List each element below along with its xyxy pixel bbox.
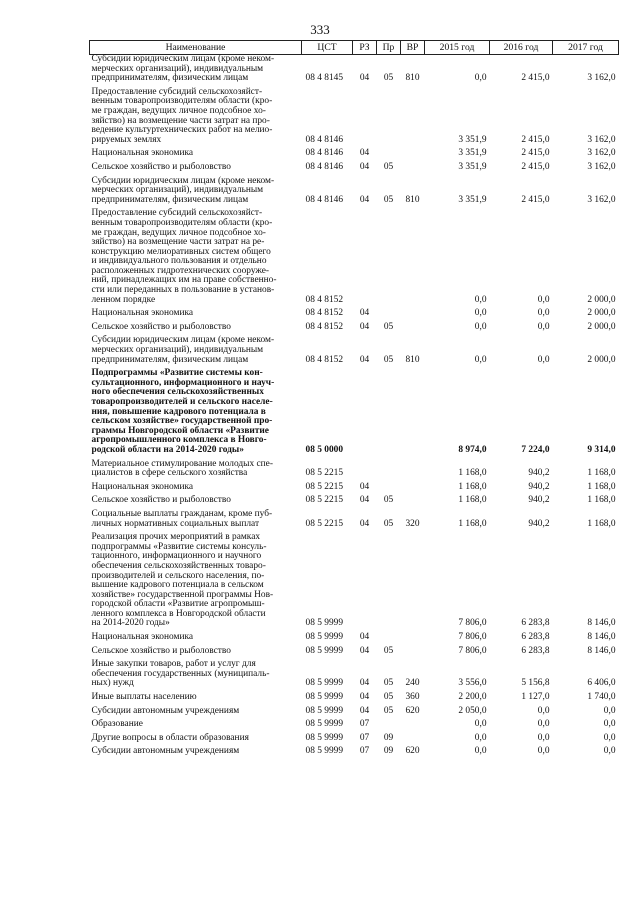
row-cst-code: 08 5 9999: [305, 719, 343, 730]
row-pr-code: 05: [383, 161, 394, 172]
row-cst-code: 08 4 8146: [305, 194, 343, 205]
row-value-2017: 3 162,0: [587, 148, 616, 159]
row-value-2017: 3 162,0: [587, 134, 616, 145]
header-vr: ВР: [401, 41, 425, 55]
row-pr-code: 05: [383, 518, 394, 529]
table-row: [90, 703, 619, 717]
row-cst-code: 08 4 8152: [305, 294, 343, 305]
row-name: Национальная экономика: [91, 308, 194, 319]
row-name: Национальная экономика: [91, 481, 194, 492]
row-vr-code: [401, 730, 425, 744]
table-row: [90, 743, 619, 757]
row-name: Субсидии автономным учреждениям: [91, 746, 240, 757]
row-cst-code: 08 5 2215: [305, 481, 343, 492]
row-cst-code: 08 5 9999: [305, 705, 343, 716]
table-row: [90, 319, 619, 333]
row-vr-code: [401, 159, 425, 173]
row-rz-code: 04: [359, 73, 370, 84]
row-pr-code: [377, 84, 401, 146]
row-name: Предоставление субсидий сельскохозяйст- венным товаропроизводителям области (кро- ме граждан, ведущих личное подсобное хо- зяйство) на возмещение части затрат на ре- конструкцию мелиоративных систем общего и индивидуального пользования и отдельно расположенных гидротехнических сооруже- ний, принадлежащих им на праве собственно- сти или переданных в пользование в установ- ленном порядке: [91, 208, 277, 305]
row-rz-code: 04: [359, 308, 370, 319]
row-cst-code: 08 5 9999: [305, 645, 343, 656]
row-value-2016: 0,0: [537, 321, 550, 332]
row-vr-code: 810: [405, 73, 420, 84]
row-value-2017: 0,0: [603, 719, 616, 730]
row-value-2016: 0,0: [537, 705, 550, 716]
table-row: [90, 629, 619, 643]
row-name: Сельское хозяйство и рыболовство: [91, 161, 231, 172]
row-value-2016: 5 156,8: [521, 678, 550, 689]
row-value-2015: 1 168,0: [458, 468, 487, 479]
row-name: Сельское хозяйство и рыболовство: [91, 321, 231, 332]
table-row: [90, 529, 619, 629]
row-name: Материальное стимулирование молодых спе- циалистов в сфере сельского хозяйства: [91, 458, 273, 479]
row-pr-code: 05: [383, 73, 394, 84]
row-pr-code: 05: [383, 194, 394, 205]
row-value-2016: 940,2: [528, 495, 550, 506]
row-pr-code: 05: [383, 692, 394, 703]
header-name: Наименование: [90, 41, 302, 55]
row-name: Национальная экономика: [91, 632, 194, 643]
table-row: [90, 492, 619, 506]
row-pr-code: [377, 205, 401, 305]
row-value-2016: 6 283,8: [521, 645, 550, 656]
row-value-2016: 2 415,0: [521, 161, 550, 172]
row-pr-code: 05: [383, 705, 394, 716]
row-value-2017: 3 162,0: [587, 161, 616, 172]
row-vr-code: [401, 365, 425, 455]
row-pr-code: 05: [383, 678, 394, 689]
row-value-2015: 8 974,0: [458, 444, 487, 455]
row-value-2017: 2 000,0: [587, 354, 616, 365]
row-value-2015: 7 806,0: [458, 632, 487, 643]
row-name: Иные выплаты населению: [91, 692, 197, 703]
row-value-2016: 0,0: [537, 354, 550, 365]
row-value-2016: 0,0: [537, 719, 550, 730]
table-row: [90, 55, 619, 84]
table-row: [90, 145, 619, 159]
row-value-2015: 0,0: [474, 746, 487, 757]
row-rz-code: [353, 205, 377, 305]
row-pr-code: [377, 145, 401, 159]
row-value-2015: 0,0: [474, 719, 487, 730]
row-cst-code: 08 5 9999: [305, 632, 343, 643]
row-cst-code: 08 5 9999: [305, 678, 343, 689]
table-header: [90, 41, 619, 55]
row-name: Подпрограммы «Развитие системы кон- сультационного, информационного и науч- ного обеспечения сельскохозяйственных товаропроизводителей и сельского населе- ния, повышение кадрового потенциала в сельском хозяйстве» государственной про- граммы Новгородской области «Развитие агропромышленного комплекса в Новго- родской области на 2014-2020 годы»: [91, 368, 275, 455]
row-value-2015: 0,0: [474, 732, 487, 743]
table-row: [90, 479, 619, 493]
row-pr-code: 05: [383, 354, 394, 365]
row-value-2015: 0,0: [474, 73, 487, 84]
row-vr-code: [401, 319, 425, 333]
header-rz: РЗ: [353, 41, 377, 55]
row-rz-code: 07: [359, 746, 370, 757]
row-value-2015: 1 168,0: [458, 495, 487, 506]
row-vr-code: [401, 305, 425, 319]
row-rz-code: 07: [359, 732, 370, 743]
row-value-2017: 1 168,0: [587, 495, 616, 506]
header-year-2015: 2015 год: [425, 41, 490, 55]
row-name: Субсидии юридическим лицам (кроме неком- мерческих организаций), индивидуальным предпринимателям, физическим лицам: [91, 335, 275, 365]
row-value-2017: 2 000,0: [587, 308, 616, 319]
row-cst-code: 08 4 8152: [305, 308, 343, 319]
table-body: [90, 55, 619, 758]
row-vr-code: [401, 716, 425, 730]
row-value-2017: 1 168,0: [587, 518, 616, 529]
row-value-2017: 8 146,0: [587, 632, 616, 643]
row-vr-code: 620: [405, 705, 420, 716]
row-cst-code: 08 4 8146: [305, 134, 343, 145]
row-rz-code: 04: [359, 692, 370, 703]
row-rz-code: 04: [359, 518, 370, 529]
table-row: [90, 365, 619, 455]
table-row: [90, 730, 619, 744]
row-pr-code: [377, 305, 401, 319]
row-name: Субсидии юридическим лицам (кроме неком- мерческих организаций), индивидуальным предпринимателям, физическим лицам: [91, 54, 275, 84]
table-row: [90, 656, 619, 689]
row-rz-code: 04: [359, 321, 370, 332]
row-value-2017: 0,0: [603, 705, 616, 716]
table-row: [90, 643, 619, 657]
row-name: Образование: [91, 719, 143, 730]
row-cst-code: 08 5 9999: [305, 746, 343, 757]
row-name: Предоставление субсидий сельскохозяйст- венным товаропроизводителям области (кро- ме граждан, ведущих личное подсобное хо- зяйство) на возмещение части затрат на про- ведение культуртехнических работ на мелио- рируемых землях: [91, 86, 273, 145]
row-value-2016: 940,2: [528, 468, 550, 479]
table-row: [90, 305, 619, 319]
row-value-2016: 1 127,0: [521, 692, 550, 703]
row-value-2015: 0,0: [474, 354, 487, 365]
header-year-2016: 2016 год: [490, 41, 553, 55]
row-rz-code: 04: [359, 148, 370, 159]
row-value-2016: 0,0: [537, 308, 550, 319]
row-vr-code: [401, 456, 425, 479]
row-value-2015: 0,0: [474, 294, 487, 305]
row-vr-code: 240: [405, 678, 420, 689]
row-rz-code: 07: [359, 719, 370, 730]
row-name: Реализация прочих мероприятий в рамках подпрограммы «Развитие системы консуль- тационного, информационного и научного обеспечения сельскохозяйственных товаро- производителей и сельского населения, по- вышение кадрового потенциала в сельском хозяйстве» государственной программы Нов- городской области «Развитие агропромыш- ленного комплекса в Новгородской области на 2014-2020 годы»: [91, 532, 274, 629]
row-rz-code: 04: [359, 705, 370, 716]
row-vr-code: [401, 205, 425, 305]
row-rz-code: 04: [359, 495, 370, 506]
row-value-2015: 7 806,0: [458, 618, 487, 629]
row-pr-code: 05: [383, 495, 394, 506]
table-row: [90, 159, 619, 173]
row-value-2015: 7 806,0: [458, 645, 487, 656]
row-pr-code: [377, 529, 401, 629]
row-value-2016: 2 415,0: [521, 73, 550, 84]
row-value-2016: 0,0: [537, 746, 550, 757]
row-vr-code: [401, 145, 425, 159]
row-value-2016: 0,0: [537, 732, 550, 743]
row-value-2015: 0,0: [474, 321, 487, 332]
row-pr-code: 09: [383, 746, 394, 757]
budget-table: [89, 40, 619, 757]
row-rz-code: 04: [359, 194, 370, 205]
page-number: 333: [310, 22, 330, 37]
row-value-2016: 2 415,0: [521, 194, 550, 205]
row-rz-code: [353, 84, 377, 146]
table-row: [90, 205, 619, 305]
row-value-2015: 3 556,0: [458, 678, 487, 689]
row-value-2017: 0,0: [603, 732, 616, 743]
row-value-2015: 2 200,0: [458, 692, 487, 703]
row-rz-code: 04: [359, 632, 370, 643]
row-cst-code: 08 4 8152: [305, 354, 343, 365]
row-rz-code: 04: [359, 481, 370, 492]
row-value-2016: 940,2: [528, 481, 550, 492]
header-cst: ЦСТ: [302, 41, 353, 55]
row-pr-code: [377, 479, 401, 493]
row-pr-code: 05: [383, 645, 394, 656]
row-cst-code: 08 5 9999: [305, 618, 343, 629]
row-value-2015: 0,0: [474, 308, 487, 319]
header-pr: Пр: [377, 41, 401, 55]
row-name: Другие вопросы в области образования: [91, 732, 249, 743]
table-row: [90, 332, 619, 365]
row-value-2015: 3 351,9: [458, 161, 487, 172]
row-value-2015: 2 050,0: [458, 705, 487, 716]
row-value-2016: 6 283,8: [521, 632, 550, 643]
row-pr-code: [377, 629, 401, 643]
row-value-2016: 6 283,8: [521, 618, 550, 629]
row-name: Субсидии юридическим лицам (кроме неком- мерческих организаций), индивидуальным предпринимателям, физическим лицам: [91, 175, 275, 205]
row-value-2015: 1 168,0: [458, 481, 487, 492]
row-cst-code: 08 4 8145: [305, 73, 343, 84]
row-name: Иные закупки товаров, работ и услуг для обеспечения государственных (муниципаль- ных) нужд: [91, 659, 270, 689]
row-vr-code: 620: [405, 746, 420, 757]
row-value-2016: 7 224,0: [521, 444, 550, 455]
row-vr-code: 360: [405, 692, 420, 703]
row-value-2017: 0,0: [603, 746, 616, 757]
row-name: Сельское хозяйство и рыболовство: [91, 645, 231, 656]
table-row: [90, 689, 619, 703]
header-row: [90, 41, 619, 55]
row-value-2017: 3 162,0: [587, 73, 616, 84]
row-value-2015: 3 351,9: [458, 134, 487, 145]
table-row: [90, 84, 619, 146]
row-cst-code: 08 4 8152: [305, 321, 343, 332]
row-value-2017: 3 162,0: [587, 194, 616, 205]
row-vr-code: [401, 479, 425, 493]
row-value-2017: 1 740,0: [587, 692, 616, 703]
row-cst-code: 08 5 2215: [305, 495, 343, 506]
row-rz-code: [353, 456, 377, 479]
row-value-2016: 940,2: [528, 518, 550, 529]
row-pr-code: 09: [383, 732, 394, 743]
row-pr-code: [377, 365, 401, 455]
row-rz-code: 04: [359, 678, 370, 689]
row-cst-code: 08 5 2215: [305, 518, 343, 529]
row-value-2016: 2 415,0: [521, 134, 550, 145]
row-vr-code: [401, 643, 425, 657]
row-rz-code: 04: [359, 645, 370, 656]
row-value-2015: 3 351,9: [458, 148, 487, 159]
table-row: [90, 716, 619, 730]
row-value-2015: 1 168,0: [458, 518, 487, 529]
row-vr-code: [401, 629, 425, 643]
row-value-2016: 0,0: [537, 294, 550, 305]
row-value-2017: 1 168,0: [587, 468, 616, 479]
row-vr-code: 810: [405, 354, 420, 365]
row-vr-code: 810: [405, 194, 420, 205]
row-value-2017: 8 146,0: [587, 645, 616, 656]
row-cst-code: 08 4 8146: [305, 161, 343, 172]
row-pr-code: [377, 456, 401, 479]
row-cst-code: 08 4 8146: [305, 148, 343, 159]
row-value-2016: 2 415,0: [521, 148, 550, 159]
row-rz-code: 04: [359, 354, 370, 365]
table-row: [90, 456, 619, 479]
row-pr-code: [377, 716, 401, 730]
row-cst-code: 08 5 9999: [305, 732, 343, 743]
row-rz-code: [353, 365, 377, 455]
row-rz-code: [353, 529, 377, 629]
row-name: Национальная экономика: [91, 148, 194, 159]
row-name: Социальные выплаты гражданам, кроме пуб- личных нормативных социальных выплат: [91, 508, 273, 529]
row-value-2017: 1 168,0: [587, 481, 616, 492]
row-name: Сельское хозяйство и рыболовство: [91, 495, 231, 506]
row-value-2017: 9 314,0: [587, 444, 616, 455]
table-row: [90, 506, 619, 529]
row-pr-code: 05: [383, 321, 394, 332]
table-row: [90, 173, 619, 206]
row-name: Субсидии автономным учреждениям: [91, 705, 240, 716]
row-value-2017: 8 146,0: [587, 618, 616, 629]
row-cst-code: 08 5 9999: [305, 692, 343, 703]
row-value-2017: 6 406,0: [587, 678, 616, 689]
row-value-2015: 3 351,9: [458, 194, 487, 205]
row-vr-code: [401, 529, 425, 629]
row-value-2017: 2 000,0: [587, 294, 616, 305]
row-vr-code: [401, 84, 425, 146]
header-year-2017: 2017 год: [553, 41, 619, 55]
row-vr-code: 320: [405, 518, 420, 529]
row-cst-code: 08 5 2215: [305, 468, 343, 479]
row-rz-code: 04: [359, 161, 370, 172]
row-vr-code: [401, 492, 425, 506]
row-value-2017: 2 000,0: [587, 321, 616, 332]
row-cst-code: 08 5 0000: [305, 444, 343, 455]
